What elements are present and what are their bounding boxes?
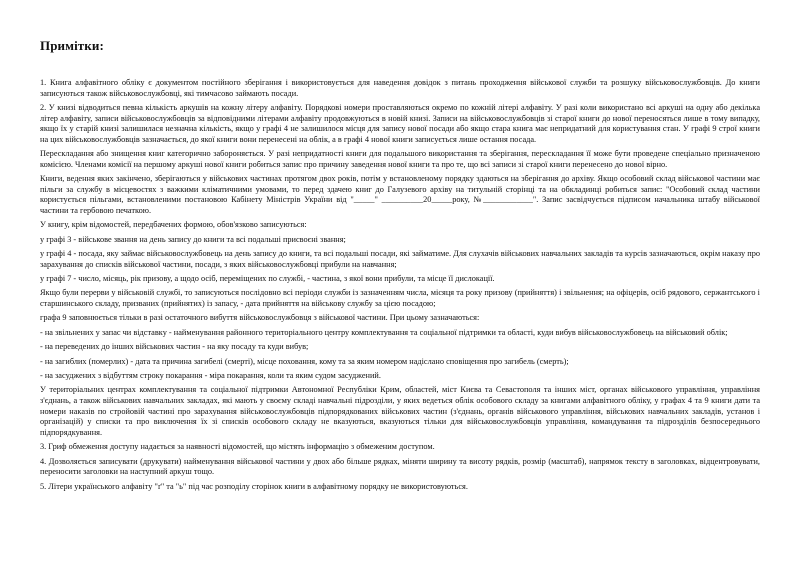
note-2-archive: Книги, ведення яких закінчено, зберігаються у військових частинах протягом двох років, потім у встановленому порядку здаються на зберігання до архіву. Якщо особовий склад військової частини має пільги за службу в місцевостях з важкими кліматичними умовами, то перед здачею книг до Галузевого архіву на титульній сторінці та на обкладинці робиться запис: "Особовий склад частини користується пільгами, встановленими постановою Кабінету Міністрів України від "_____" __________20_____року, №____________". Запис засвідчується підписом начальника штабу військової частини та гербовою печаткою. [40,174,760,215]
note-2-column-9: графа 9 заповнюється тільки в разі остаточного вибуття військовослужбовця з військової частини. При цьому зазначаються: [40,313,480,323]
note-1: 1. Книга алфавітного обліку є документом постійного зберігання і використовується для наведення довідок з питань проходження військової служби та розшуку військовослужбовців. До книги записуються також військовослужбовці, які тимчасово займають посади. [40,78,760,98]
note-2-column-7: у графі 7 - число, місяць, рік призову, а щодо осіб, переміщених по службі, - частина, з якої вони прибули, та місце її дислокації. [40,274,495,284]
note-2-required-entries: У книгу, крім відомостей, передбачених формою, обов'язково записуються: [40,220,307,230]
notes-title: Примітки: [40,38,104,53]
note-2-column-9-transferred: - на переведених до інших військових частин - на яку посаду та куди вибув; [40,342,309,352]
note-2-column-9-reserve: - на звільнених у запас чи відставку - найменування районного територіального центру комплектування та соціальної підтримки та області, куди вибув військовослужбовець на військовий облік; [40,327,728,337]
note-2-territorial-centers: У територіальних центрах комплектування та соціальної підтримки Автономної Республіки Крим, областей, міст Києва та Севастополя та інших міст, органах військового управління, управління з'єднань, а також військових навчальних закладах, які мають у своєму складі навчальні підрозділи, у яких ведеться облік особового складу за книгами алфавітного обліку, у графах 4 та 9 книги дати та номери наказів по стройовій частині про зарахування військовослужбовців підпорядкованих військових частин (з'єднань, органів військового управління, військових навчальних закладів, установ і організацій) у списки та про виключення їх зі списків особового складу не вказуються, вказуються тільки для військовослужбовців управління, командування та підрозділів безпосереднього підпорядкування. [40,385,760,437]
note-5: 5. Літери українського алфавіту "ґ" та "ь" під час розподілу сторінок книги в алфавітному порядку не використовуються. [40,481,468,491]
note-2-column-9-convicted: - на засуджених з відбуттям строку покарання - міра покарання, коли та яким судом засуджений. [40,371,381,381]
note-2-column-3: у графі 3 - військове звання на день запису до книги та всі подальші присвоєні звання; [40,234,346,244]
note-4: 4. Дозволяється записувати (друкувати) найменування військової частини у двох або більше рядках, міняти ширину та висоту рядків, розмір (масштаб), напрямок тексту в заголовках, відцентровувати, переносити заголовки на наступний аркуш тощо. [40,456,760,477]
note-2-column-9-deceased: - на загиблих (померлих) - дата та причина загибелі (смерті), місце поховання, кому та за яким номером надіслано сповіщення про загибель (смерть); [40,356,569,366]
note-2-service-breaks: Якщо були перерви у військовій службі, то записуються послідовно всі періоди служби із зазначенням числа, місяця та року призову (прийняття) і звільнення; на офіцерів, осіб рядового, сержантського і старшинського складу, призваних (прийнятих) із запасу, - дата прийняття на військову службу за цією посадою; [40,288,760,309]
note-3: 3. Гриф обмеження доступу надається за наявності відомостей, що містять інформацію з обмеженим доступом. [40,442,435,452]
note-2: 2. У книзі відводиться певна кількість аркушів на кожну літеру алфавіту. Порядкові номери проставляються окремо по кожній літері алфавіту. У разі коли використано всі аркуші на одну або декілька літер алфавіту, записи військовослужбовців за відповідними літерами алфавіту продовжуються в новій книзі. Записи на військовослужбовців зі старої книги до нової переносяться лише в тому випадку, якщо їх у старій книзі залишилася незначна кількість, якщо у графі 4 не залишилося місця для запису нової посади або якщо стара книга має непридатний для користування стан. У графі 9 строї книги на цих військовослужбовців зазначається, до якої книги вони перенесені на облік, а в графі 4 нової книги записується лише остання посада. [40,102,760,144]
notes-body [40,78,760,492]
note-2-recompile: Перескладання або знищення книг категорично забороняється. У разі непридатності книги для подальшого використання та зберігання, перескладання її може бути проведене спеціально призначеною комісією. Членами комісії на першому аркуші нової книги робиться запис про причину заведення нової книги та про те, що всі записи зі старої книги перенесено до нової вірно. [40,149,760,169]
note-2-column-4: у графі 4 - посада, яку займає військовослужбовець на день запису до книги, та всі подальші посади, які займатиме. Для слухачів військових навчальних закладів та курсів зазначаються, окрім наказу про зарахування до списків військової частини, посади, з яких військовослужбовці прибули на навчання; [40,249,760,269]
